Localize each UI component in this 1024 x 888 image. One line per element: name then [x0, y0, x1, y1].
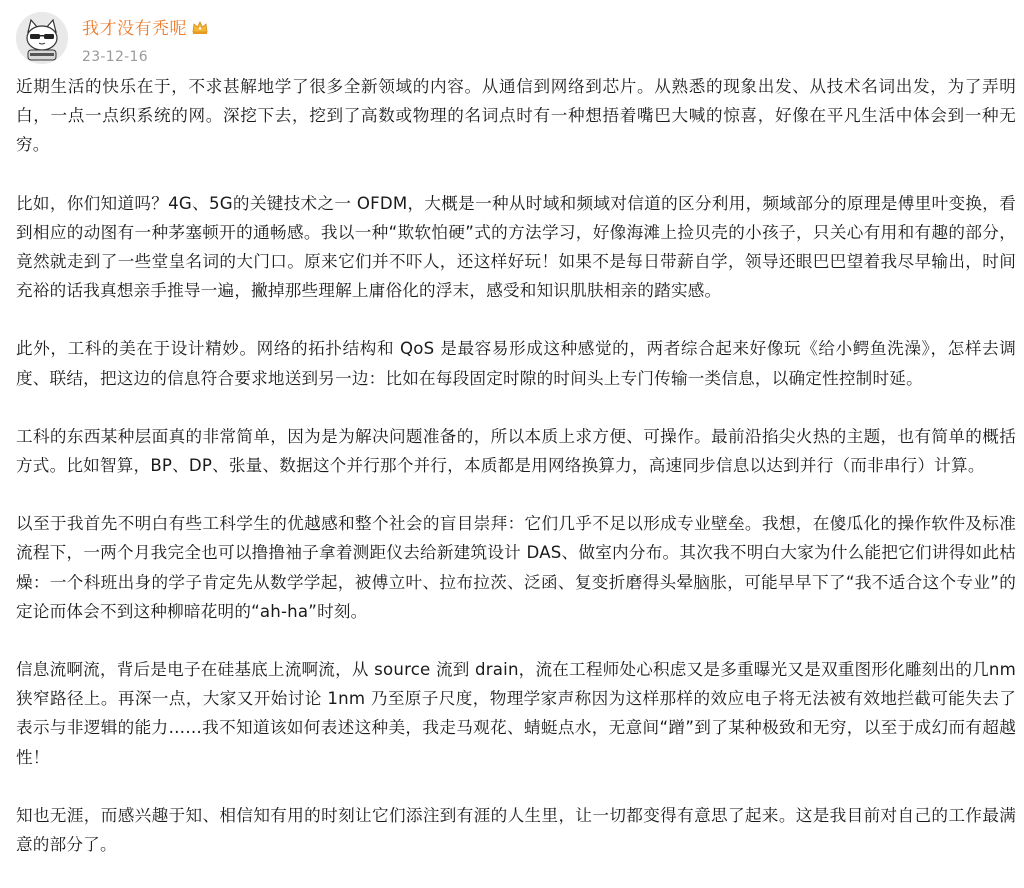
post-meta: [82, 12, 209, 65]
post-body: [16, 72, 1016, 888]
post-paragraph: 信息流啊流，背后是电子在硅基底上流啊流，从 source 流到 drain，流在工程师处心积虑又是多重曝光又是双重图形化雕刻出的几nm狭窄路径上。再深一点，大家又开始讨论 1nm 乃至原子尺度，物理学家声称因为这样那样的效应电子将无法被有效地拦截可能失去了表示与非逻辑的能力……我不知道该如何表述这种美，我走马观花、蜻蜓点水，无意间“蹭”到了某种极致和无穷，以至于成幻而有超越性！: [16, 660, 1016, 767]
crown-icon: [191, 18, 209, 36]
post-paragraph: 知也无涯，而感兴趣于知、相信知有用的时刻让它们添注到有涯的人生里，让一切都变得有意思了起来。这是我目前对自己的工作最满意的部分了。: [16, 805, 1016, 855]
post-paragraph: 比如，你们知道吗？4G、5G的关键技术之一 OFDM，大概是一种从时域和频域对信道的区分利用，频域部分的原理是傅里叶变换，看到相应的动图有一种茅塞顿开的通畅感。我以一种“欺软怕硬”式的方法学习，好像海滩上捡贝壳的小孩子，只关心有用和有趣的部分，竟然就走到了一些堂皇名词的大门口。原来它们并不吓人，还这样好玩！如果不是每日带薪自学，领导还眼巴巴望着我尽早输出，时间充裕的话我真想亲手推导一遍，撇掉那些理解上庸俗化的浮末，感受和知识肌肤相亲的踏实感。: [16, 193, 1016, 301]
post-header: [16, 12, 209, 68]
post-paragraph: 近期生活的快乐在于，不求甚解地学了很多全新领域的内容。从通信到网络到芯片。从熟悉的现象出发、从技术名词出发，为了弄明白，一点一点织系统的网。深挖下去，挖到了高数或物理的名词点时有一种想捂着嘴巴大喊的惊喜，好像在平凡生活中体会到一种无穷。: [16, 77, 1016, 155]
username[interactable]: 我才没有秃呢: [82, 19, 187, 39]
post-paragraph: 此外，工科的美在于设计精妙。网络的拓扑结构和 QoS 是最容易形成这种感觉的，两者综合起来好像玩《给小鳄鱼洗澡》，怎样去调度、联结，把这边的信息符合要求地送到另一边：比如在每段固定时隙的时间头上专门传输一类信息，以确定性控制时延。: [16, 339, 1016, 388]
post-paragraph: 以至于我首先不明白有些工科学生的优越感和整个社会的盲目崇拜：它们几乎不足以形成专业壁垒。我想，在傻瓜化的操作软件及标准流程下，一两个月我完全也可以撸撸袖子拿着测距仪去给新建筑设计 DAS、做室内分布。其次我不明白大家为什么能把它们讲得如此枯燥：一个科班出身的学子肯定先从数学学起，被傅立叶、拉布拉茨、泛函、复变折磨得头晕脑胀，可能早早下了“我不适合这个专业”的定论而体会不到这种柳暗花明的“ah-ha”时刻。: [16, 514, 1016, 621]
post-timestamp: 23-12-16: [82, 49, 148, 65]
cat-avatar-icon[interactable]: [16, 12, 68, 64]
username-row: [82, 14, 209, 39]
post-paragraph: 工科的东西某种层面真的非常简单，因为是为解决问题准备的，所以本质上求方便、可操作。最前沿掐尖火热的主题，也有简单的概括方式。比如智算，BP、DP、张量、数据这个并行那个并行，本质都是用网络换算力，高速同步信息以达到并行（而非串行）计算。: [16, 426, 1016, 476]
